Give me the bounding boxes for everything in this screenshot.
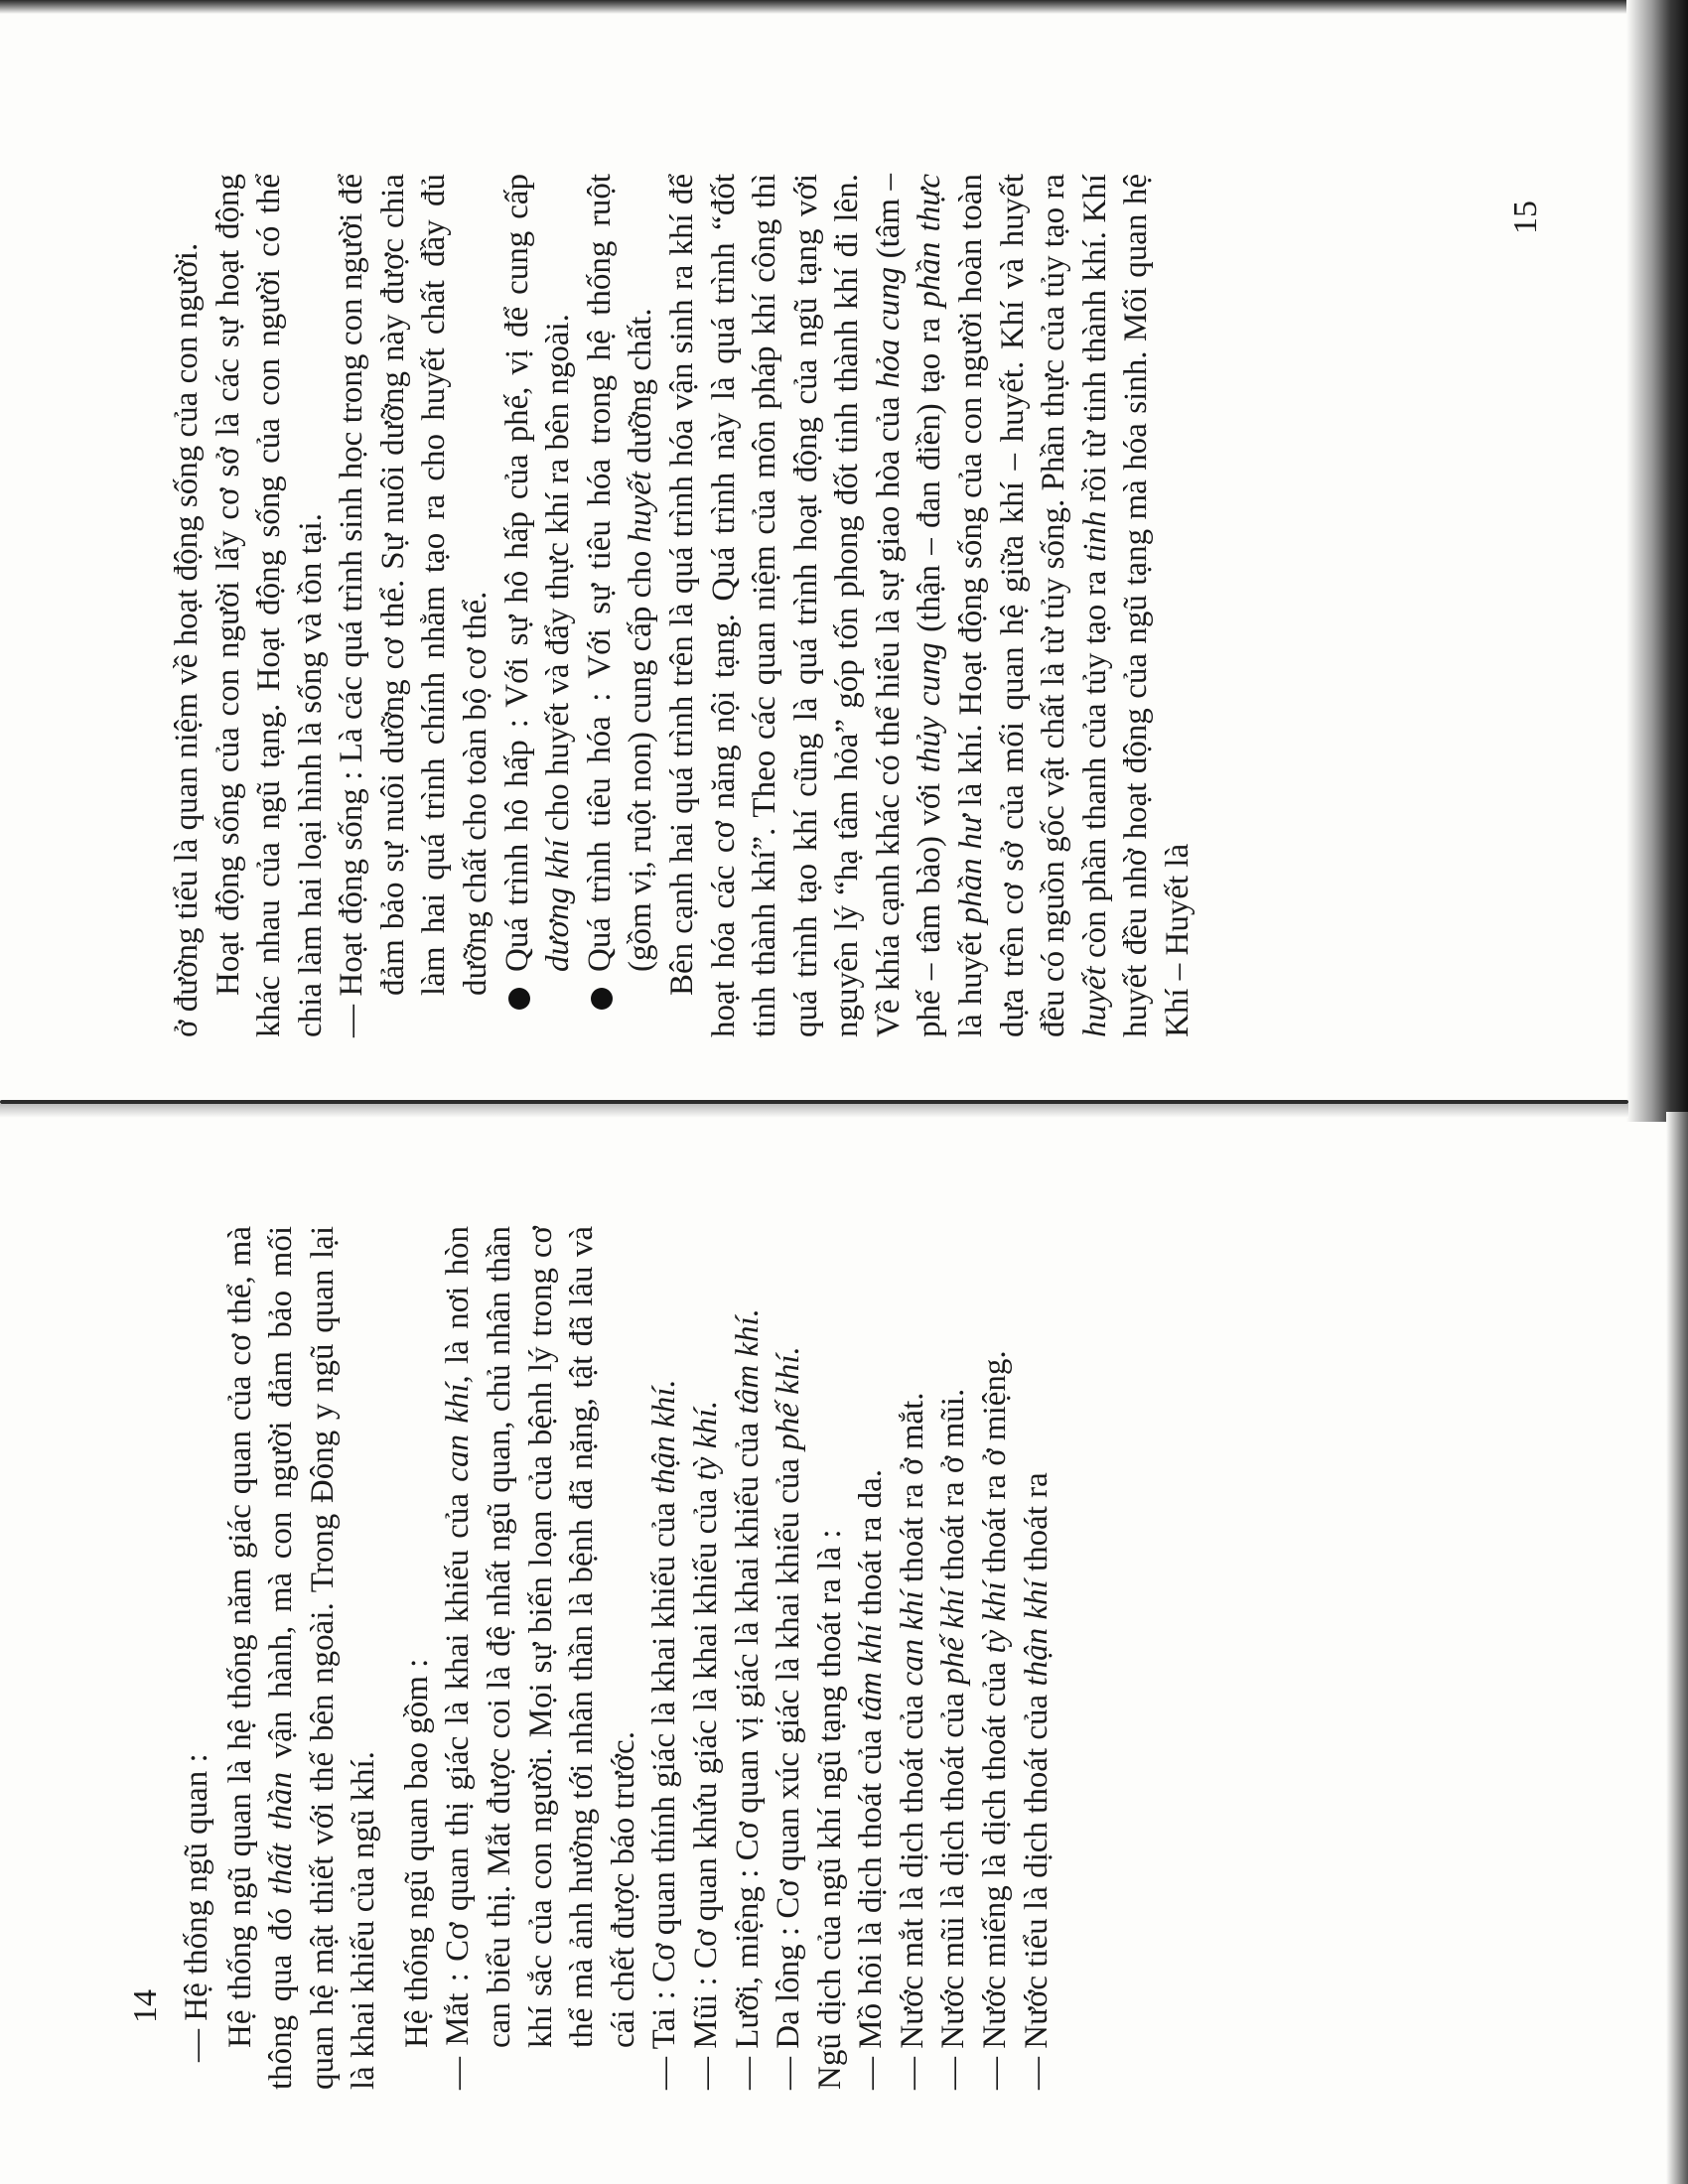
text-run: là huyết	[952, 923, 989, 1037]
text-run: — Nước mũi là dịch thoát của	[935, 1684, 972, 2090]
text-run: — Hệ thống ngũ quan :	[179, 1753, 214, 2062]
page-14-paragraph	[728, 1226, 770, 2090]
text-run: (tâm – phế – tâm bào) với	[870, 174, 948, 1037]
text-run: — Tai : Cơ quan thính giác là khai khiếu của	[646, 1493, 683, 2090]
italic-term: thận khí.	[646, 1379, 683, 1494]
text-run: thoát ra ở miệng.	[976, 1350, 1013, 1582]
text-run: rồi từ tinh thành khí. Khí huyết đều nhờ hoạt động của ngũ tạng mà hóa sinh. Mối quan hệ Khí – Huyết là	[1076, 174, 1196, 1037]
scan-right-edge-lower	[1666, 1112, 1688, 2184]
text-run: — Mũi : Cơ quan khứu giác là khai khiếu của	[687, 1480, 724, 2090]
text-run: còn phần thanh của tủy tạo ra	[1076, 562, 1113, 967]
text-run: Hoạt động sống của con người lấy cơ sở là các sự hoạt động khác nhau của ngũ tạng. Hoạt động sống của con người có thể chia làm hai loại hình là sống và tồn tại.	[210, 174, 329, 1037]
page-15	[167, 174, 1198, 1037]
page-14-paragraph	[893, 1226, 934, 2090]
text-run: — Da lông : Cơ quan xúc giác là khai khiếu của	[771, 1449, 807, 2090]
text-run: Quá trình tiêu hóa : Với sự tiêu hóa trong hệ thống ruột (gồm vị, ruột non) cung cấp cho	[581, 174, 659, 972]
text-run: thoát ra ở mắt.	[894, 1392, 930, 1591]
text-run: Quá trình hô hấp : Với sự hô hấp của phế, vị để cung cấp	[498, 174, 535, 972]
italic-term: tỳ khí.	[687, 1400, 724, 1481]
text-run: Bên cạnh hai quá trình trên là quá trình hóa vận sinh ra khí để hoạt hóa các cơ năng nội tạng. Quá trình này là quá trình “đốt tinh thành khí”. Theo các quan niệm của môn pháp khí công thì quá trình tạo khí cũng là quá trình hoạt động của ngũ tạng với nguyên lý “hạ tâm hỏa” góp tốn phong đốt tinh thành khí đi lên. Về khía cạnh khác có thể hiểu là sự giao hòa của	[663, 174, 907, 1037]
page-14-paragraph	[177, 1226, 218, 2090]
italic-term: can khí	[894, 1590, 930, 1687]
scan-top-edge	[0, 0, 1688, 14]
page-15-paragraph	[497, 174, 580, 1037]
page-14	[177, 1226, 1057, 2090]
italic-term: tỳ khí	[976, 1581, 1013, 1654]
text-run: ở đường tiểu là quan niệm về hoạt động sống của con người.	[169, 242, 205, 1037]
page-14-paragraph	[933, 1226, 975, 2090]
page-15-paragraph	[209, 174, 333, 1037]
italic-term: huyết	[623, 471, 659, 543]
italic-term: huyết	[1076, 966, 1113, 1037]
bullet-dot-icon	[591, 988, 613, 1010]
book-gutter-shadow	[0, 1104, 1628, 1118]
text-run: là khí. Hoạt động sống của con người hoàn toàn dựa trên cơ sở của mối quan hệ giữa khí – huyết. Khí và huyết đều có nguồn gốc vật chất là từ tủy sống. Phần thực của tủy tạo ra	[952, 174, 1072, 1037]
italic-term: thất thần	[263, 1771, 300, 1895]
text-run: (thận – đan điền) tạo ra	[912, 307, 948, 643]
italic-term: phần thực	[912, 174, 948, 308]
text-run: vận hành, mà con người đảm bảo mối quan hệ mật thiết với thế bên ngoài. Trong Đông y ngũ quan lại là khai khiếu của ngũ khí.	[263, 1226, 382, 2090]
bullet-dot-icon	[508, 988, 530, 1010]
page-14-paragraph	[397, 1226, 439, 2090]
page-14-text	[177, 1226, 1057, 2090]
text-run: — Nước mắt là dịch thoát của	[894, 1686, 930, 2090]
text-run: dưỡng chất.	[623, 308, 659, 472]
page-14-paragraph	[1017, 1226, 1058, 2090]
page-15-paragraph	[662, 174, 1199, 1037]
page-14-paragraph	[438, 1226, 644, 2090]
text-run: Hệ thống ngũ quan là hệ thống năm giác quan của cơ thể, mà thông qua đó	[221, 1226, 300, 2090]
italic-term: phế khí.	[771, 1346, 807, 1450]
italic-term: can khí	[440, 1383, 477, 1482]
text-run: thoát ra ở mũi.	[935, 1388, 972, 1589]
page-14-paragraph	[810, 1226, 852, 2090]
italic-term: phế khí	[935, 1588, 972, 1685]
text-run: — Lưỡi, miệng : Cơ quan vị giác là khai khiếu của	[729, 1414, 766, 2090]
text-run: Ngũ dịch của ngũ khí ngũ tạng thoát ra là :	[811, 1529, 848, 2090]
page-number-14: 14	[127, 1989, 164, 2023]
text-run: Hệ thống ngũ quan bao gồm :	[398, 1658, 435, 2048]
page-14-paragraph	[686, 1226, 728, 2090]
text-run: — Nước miếng là dịch thoát của	[976, 1653, 1013, 2090]
italic-term: tâm khí	[853, 1623, 890, 1721]
italic-term: hỏa cung	[870, 266, 907, 388]
italic-term: tinh	[1076, 510, 1113, 563]
scan-right-edge	[1626, 0, 1688, 1122]
italic-term: tâm khí.	[729, 1308, 766, 1415]
page-number-15: 15	[1507, 201, 1544, 234]
italic-term: dương khí	[540, 839, 577, 972]
italic-term: phần hư	[952, 815, 989, 924]
page-14-paragraph	[851, 1226, 893, 2090]
page-15-paragraph	[167, 174, 209, 1037]
italic-term: thủy cung	[912, 642, 948, 773]
text-run: — Nước tiểu là dịch thoát của	[1018, 1686, 1055, 2090]
text-run: — Hoạt động sống : Là các quá trình sinh học trong con người để đảm bảo sự nuôi dưỡng cơ thể. Sự nuôi dưỡng này được chia làm hai quá trình chính nhằm tạo ra cho huyết chất đầy đủ dưỡng chất cho toàn bộ cơ thể.	[334, 174, 494, 1037]
text-run: — Mắt : Cơ quan thị giác là khai khiếu của	[440, 1481, 477, 2090]
italic-term: thận khí	[1018, 1579, 1055, 1687]
text-run: cho huyết và đẩy thực khí ra bên ngoài.	[540, 314, 577, 840]
page-14-paragraph	[975, 1226, 1017, 2090]
page-14-paragraph	[220, 1226, 385, 2090]
page-14-paragraph	[644, 1226, 686, 2090]
page-15-paragraph	[580, 174, 662, 1037]
page-14-paragraph	[769, 1226, 810, 2090]
text-run: — Mồ hôi là dịch thoát của	[853, 1720, 890, 2090]
text-run: , là nơi hòn can biểu thị. Mắt được coi là đệ nhất ngũ quan, chủ nhân thần khí sắc của con người. Mọi sự biến loạn của bệnh lý trong cơ thể mà ảnh hưởng tới nhân thần là bệnh đã nặng, tật đã lâu và cái chết được báo trước.	[440, 1225, 641, 2048]
page-15-text	[167, 174, 1198, 1037]
text-run: thoát ra da.	[853, 1468, 890, 1624]
page-15-paragraph	[332, 174, 496, 1037]
text-run: thoát ra	[1018, 1472, 1055, 1580]
